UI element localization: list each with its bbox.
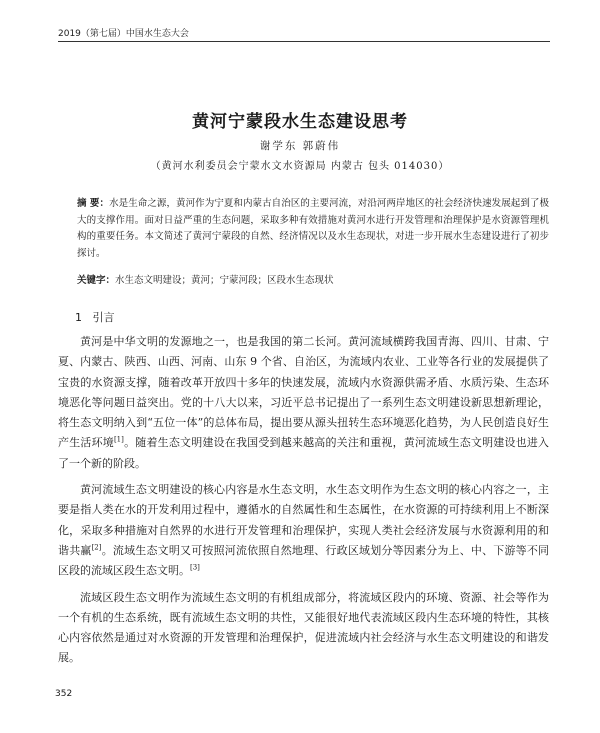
citation: [1] [113, 435, 124, 444]
paragraph [58, 332, 549, 474]
paragraph-text: 。流域生态文明又可按照河流依照自然地理、行政区域划分等因素分为上、中、下游等不同区段的流域区段生态文明。 [58, 543, 550, 578]
paragraph-text: 。随着生态文明建设在我国受到越来越高的关注和重视，黄河流域生态文明建设也进入了一个新的阶段。 [58, 436, 550, 470]
citation: [3] [190, 563, 200, 572]
paragraph [58, 480, 549, 581]
section-heading [75, 309, 115, 325]
abstract-label: 摘 要： [77, 198, 110, 209]
header-rule [58, 41, 550, 42]
abstract-text: 水是生命之源，黄河作为宁夏和内蒙古自治区的主要河流，对沿河两岸地区的社会经济快速发展起到了极大的支撑作用。面对日益严重的生态问题，采取多种有效措施对黄河水进行开发管理和治理保护是水资源管理机构的重要任务。本文简述了黄河宁蒙段的自然、经济情况以及水生态现状，对进一步开展水生态建设进行了初步探讨。 [77, 198, 549, 259]
paragraph [58, 588, 549, 669]
keywords-label: 关键字： [77, 275, 116, 286]
authors: 谢学东 郭蔚伟 [259, 140, 341, 152]
page-number: 352 [55, 689, 73, 699]
paragraph-text: 黄河是中华文明的发源地之一，也是我国的第二长河。黄河流域横跨我国青海、四川、甘肃、宁夏、内蒙古、陕西、山西、河南、山东 9 个省、自治区，为流域内农业、工业等各行业的发展提供了宝贵的水资源支撑，随着改革开放四十多年的快速发展，流域内水资源供需矛盾、水质污染、生态环境恶化等问题日益突出。党的十八大以来，习近平总书记提出了一系列生态文明建设新思想新理论，将生态文明纳入到“五位一体”的总体布局，提出要从源头扭转生态环境恶化趋势，为人民创造良好生产生活环境 [58, 335, 549, 450]
body-text [58, 332, 549, 675]
paragraph-text: 流域区段生态文明作为流域生态文明的有机组成部分，将流域区段内的环境、资源、社会等作为一个有机的生态系统，既有流域生态文明的共性，又能很好地代表流域区段内生态环境的特性，其核心内容依然是通过对水资源的开发管理和治理保护，促进流域内社会经济与水生态文明建设的和谐发展。 [58, 590, 549, 665]
running-header: 2019（第七届）中国水生态大会 [58, 29, 189, 39]
keywords [77, 273, 549, 289]
paragraph-text: 黄河流域生态文明建设的核心内容是水生态文明，水生态文明作为生态文明的核心内容之一，主要是指人类在水的开发利用过程中，遵循水的自然属性和生态属性，在水资源的可持续利用上不断深化，采取多种措施对自然界的水进行开发管理和治理保护，实现人类社会经济发展与水资源利用的和谐共赢 [58, 483, 549, 557]
abstract [77, 196, 549, 262]
citation: [2] [91, 543, 102, 552]
affiliation: （黄河水利委员会宁蒙水文水资源局 内蒙古 包头 014030） [150, 161, 450, 172]
paper-title: 黄河宁蒙段水生态建设思考 [192, 112, 408, 132]
section-title: 引言 [92, 311, 115, 324]
section-number: 1 [75, 311, 82, 324]
keywords-text: 水生态文明建设；黄河；宁蒙河段；区段水生态现状 [115, 275, 334, 286]
